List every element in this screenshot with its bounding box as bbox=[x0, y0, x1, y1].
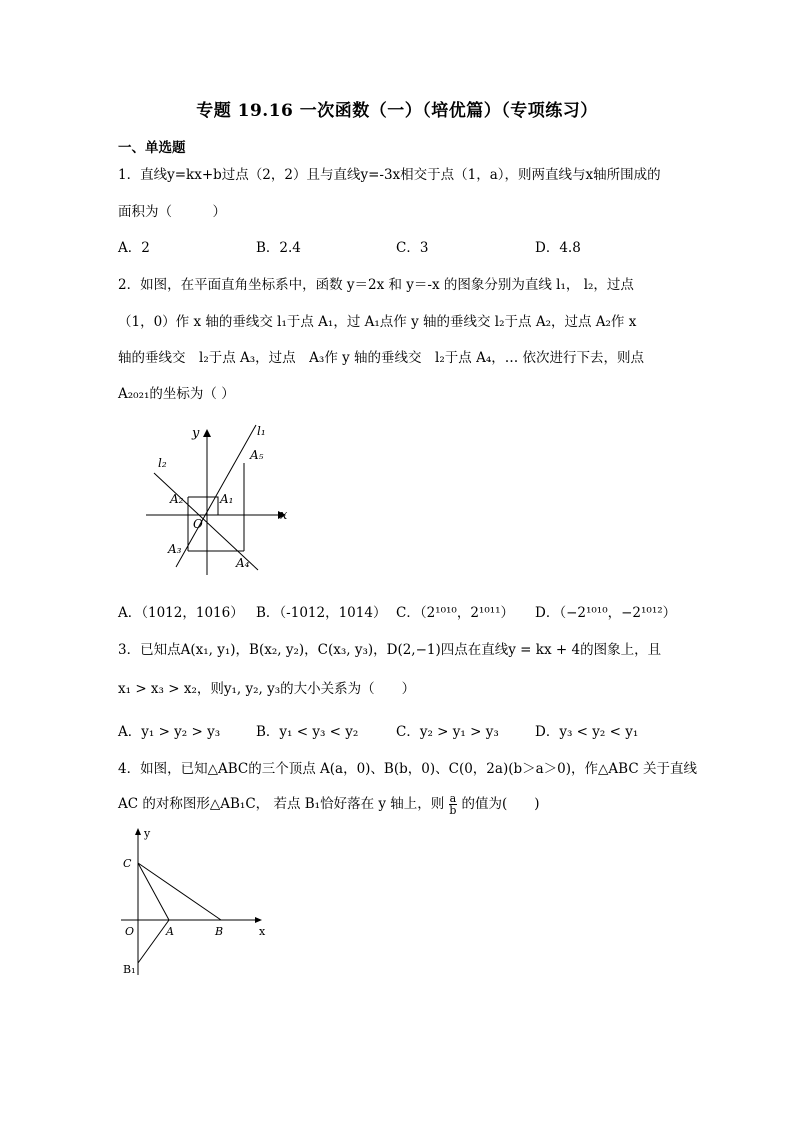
y-axis-arrow-icon bbox=[135, 828, 141, 835]
q1-option-d: D．4.8 bbox=[535, 240, 581, 256]
q2-option-a: A．（1012，1016） bbox=[118, 605, 244, 621]
label-l1: l₁ bbox=[257, 424, 266, 438]
x-axis-arrow-icon bbox=[255, 917, 262, 923]
q4-figure bbox=[115, 823, 275, 983]
q3-option-b: B．y₁ < y₃ < y₂ bbox=[256, 724, 359, 740]
q2-line-4: A₂₀₂₁的坐标为（ ） bbox=[118, 386, 235, 402]
q1-option-c: C．3 bbox=[396, 240, 429, 256]
label-a5: A₅ bbox=[250, 448, 264, 462]
label-l2: l₂ bbox=[158, 456, 167, 470]
label-y: y bbox=[192, 426, 200, 441]
q4-line-2 bbox=[118, 792, 540, 816]
q3-option-a: A．y₁ > y₂ > y₃ bbox=[118, 724, 221, 740]
q2-option-b: B．（-1012，1014） bbox=[256, 605, 387, 621]
q4-line-1: 4．如图，已知△ABC的三个顶点 A(a，0)、B(b，0)、C(0，2a)(b＞a＞0)，作△ABC 关于直线 bbox=[118, 761, 697, 777]
label-x: x bbox=[280, 508, 288, 523]
q2-option-c: C．（2¹⁰¹⁰，2¹⁰¹¹） bbox=[396, 605, 515, 621]
q1-option-b: B．2.4 bbox=[256, 240, 301, 256]
q4-line-2-start: AC 的对称图形△AB₁C， 若点 B₁恰好落在 y 轴上，则 bbox=[118, 796, 445, 812]
q3-option-d: D．y₃ < y₂ < y₁ bbox=[535, 724, 639, 740]
q3-option-c: C．y₂ > y₁ > y₃ bbox=[396, 724, 499, 740]
q4-fraction bbox=[449, 793, 458, 816]
q3-line-2: x₁ > x₃ > x₂，则y₁, y₂, y₃的大小关系为（ ） bbox=[118, 681, 416, 697]
segment-cb bbox=[138, 863, 221, 920]
q1-option-a: A．2 bbox=[118, 240, 150, 256]
q2-line-1: 2．如图，在平面直角坐标系中，函数 y＝2x 和 y＝-x 的图象分别为直线 l₁， l₂，过点 bbox=[118, 277, 634, 293]
label-a4: A₄ bbox=[236, 556, 250, 570]
segment-ab1 bbox=[138, 920, 169, 963]
fraction-numerator: a bbox=[449, 792, 457, 805]
label-a3: A₃ bbox=[168, 542, 182, 556]
label-b: B bbox=[215, 925, 224, 938]
page-title: 专题 19.16 一次函数（一）（培优篇）（专项练习） bbox=[196, 101, 598, 121]
label-y: y bbox=[144, 827, 151, 840]
segment-ca bbox=[138, 863, 169, 920]
section-heading: 一、单选题 bbox=[118, 140, 186, 156]
label-o: O bbox=[125, 925, 135, 938]
label-a1: A₁ bbox=[220, 492, 234, 506]
label-a2: A₂ bbox=[170, 492, 184, 506]
fraction-denominator: b bbox=[449, 804, 457, 817]
q1-line-1: 1．直线y=kx+b过点（2，2）且与直线y=-3x相交于点（1，a），则两直线与x轴所围成的 bbox=[118, 167, 661, 183]
q2-line-3: 轴的垂线交 l₂于点 A₃，过点 A₃作 y 轴的垂线交 l₂于点 A₄，… 依次进行下去，则点 bbox=[118, 350, 645, 366]
y-axis-arrow-icon bbox=[203, 429, 211, 437]
q2-option-d: D．（−2¹⁰¹⁰，−2¹⁰¹²） bbox=[535, 605, 677, 621]
label-c: C bbox=[123, 857, 132, 870]
label-origin: O bbox=[193, 517, 203, 531]
label-x: x bbox=[259, 925, 266, 938]
q4-line-2-end: 的值为( ) bbox=[461, 796, 540, 812]
q1-line-2: 面积为（ ） bbox=[118, 204, 226, 220]
label-b1: B₁ bbox=[123, 963, 136, 976]
q2-line-2: （1，0）作 x 轴的垂线交 l₁于点 A₁，过 A₁点作 y 轴的垂线交 l₂于点 A₂，过点 A₂作 x bbox=[118, 314, 637, 330]
q3-line-1: 3．已知点A(x₁, y₁)，B(x₂, y₂)，C(x₃, y₃)，D(2,−1)四点在直线y = kx + 4的图象上，且 bbox=[118, 642, 662, 658]
q2-figure bbox=[140, 415, 290, 580]
label-a: A bbox=[166, 925, 174, 938]
